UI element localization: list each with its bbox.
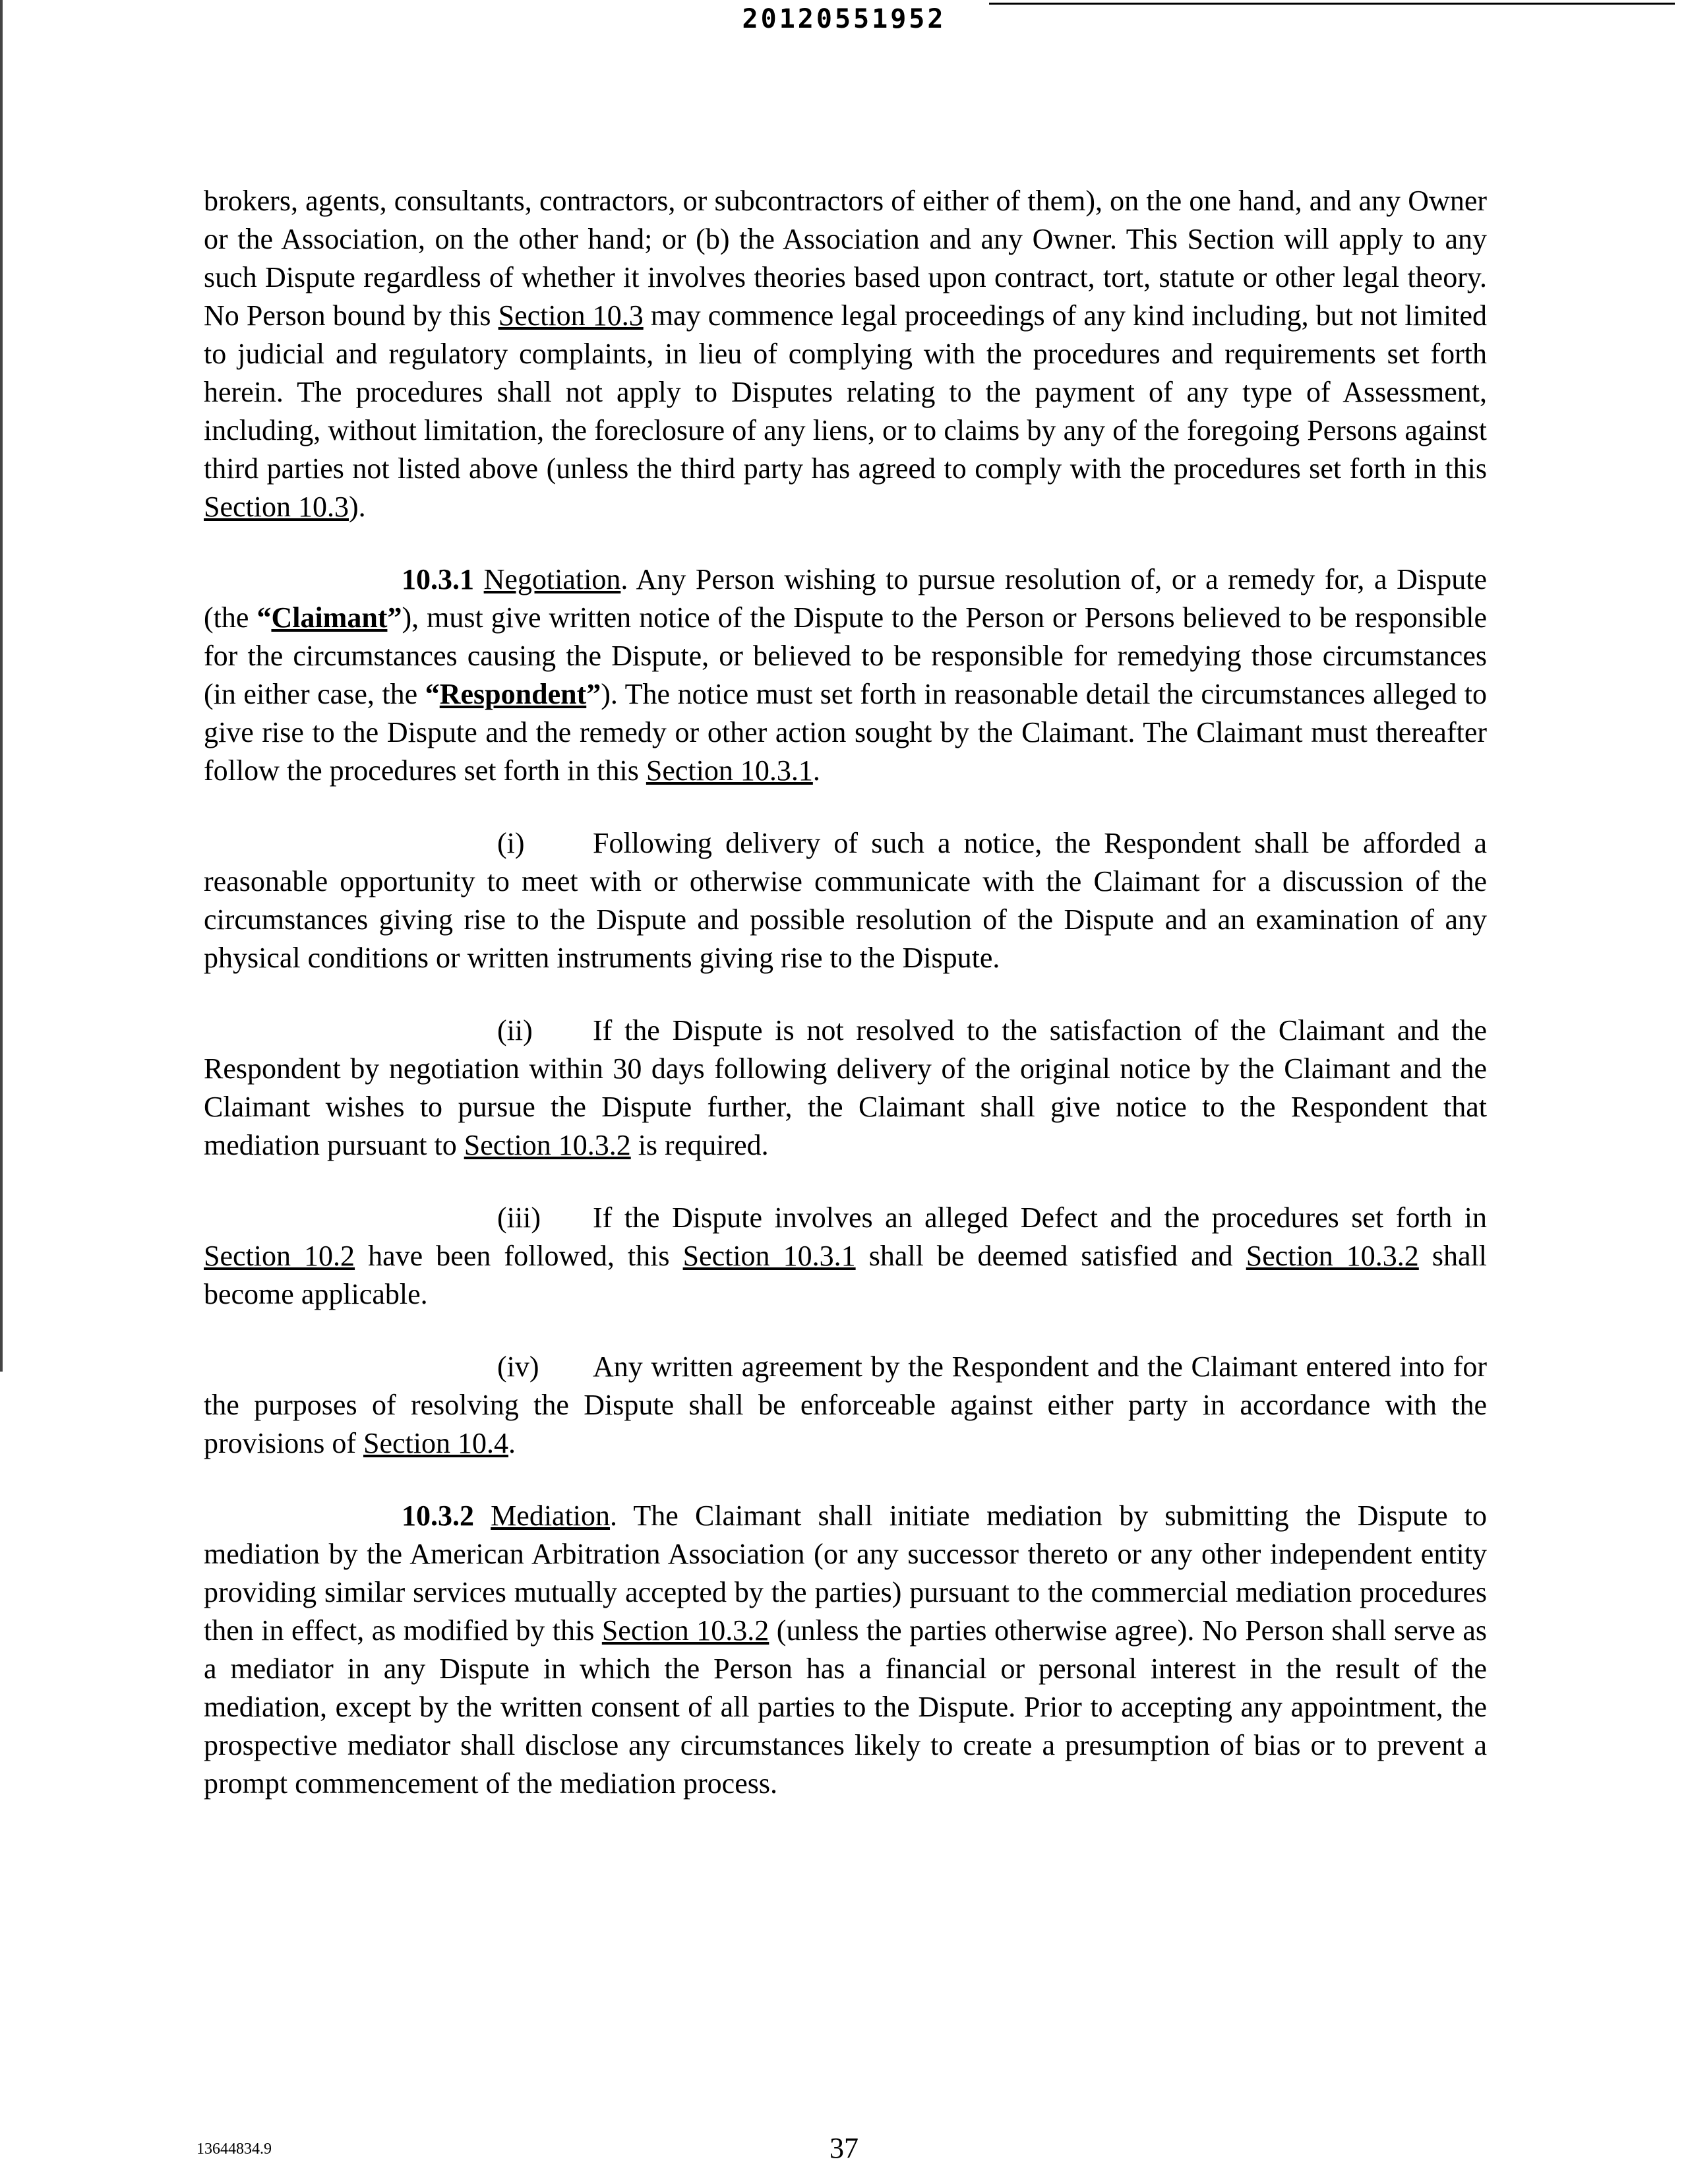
section-reference: Section 10.3.1 [682,1240,856,1272]
text: Following delivery of such a notice, the Respondent shall be afforded a reasonable opportunity to meet with or otherwise communicate with the Claimant for a discussion of the circumstances giving rise to the Dispute and possible resolution of the Dispute and an examination of any physical conditions or written instruments giving rise to the Dispute. [204,827,1487,974]
section-heading: Negotiation [483,563,621,595]
section-number: 10.3.2 [402,1500,474,1532]
paragraph-intro [204,182,1487,526]
section-heading: Mediation [491,1500,611,1532]
section-reference: Section 10.3 [204,491,349,523]
text: Any written agreement by the Respondent and the Claimant entered into for the purposes of resolving the Dispute shall be enforceable against either party in accordance with the provisions of [204,1350,1487,1459]
text: ). The notice must set forth in reasonable detail the circumstances alleged to give rise to the Dispute and the remedy or other action sought by the Claimant. The Claimant must thereafter follow the procedures set forth in this [204,678,1487,787]
subsection-iii [204,1199,1487,1314]
text: If the Dispute involves an alleged Defect and the procedures set forth in [593,1201,1487,1234]
defined-term-text: Claimant [271,601,388,634]
text: shall become applicable. [204,1240,1487,1310]
subsection-ii [204,1012,1487,1165]
item-label: (iv) [497,1350,539,1383]
text: ), must give written notice of the Dispute to the Person or Persons believed to be responsible for the circumstances causing the Dispute, or believed to be responsible for remedying those circumstances (in either case, the [204,601,1488,710]
text: is required. [630,1129,769,1161]
item-label: (i) [497,827,525,859]
defined-term-respondent: “Respondent” [425,678,601,710]
text: . The Claimant shall initiate mediation by submitting the Dispute to mediation by the American Arbitration Association (or any successor thereto or any other independent entity providing similar services mutually accepted by the parties) pursuant to the commercial mediation procedures then in effect, as modified by this [204,1500,1487,1647]
section-reference: Section 10.3 [498,299,644,332]
text: shall be deemed satisfied and [855,1240,1246,1272]
text: If the Dispute is not resolved to the satisfaction of the Claimant and the Respondent by negotiation within 30 days following delivery of the original notice by the Claimant and the Claimant wishes to pursue the Dispute further, the Claimant shall give notice to the Respondent that mediation pursuant to [204,1014,1487,1161]
footer-document-id: 13644834.9 [196,2140,272,2158]
subsection-i [204,824,1487,977]
defined-term-claimant: “Claimant” [256,601,402,634]
subsection-iv [204,1348,1487,1463]
section-10-3-2 [204,1497,1487,1803]
item-label: (ii) [497,1014,533,1046]
item-label: (iii) [497,1201,541,1234]
defined-term-text: Respondent [439,678,587,710]
text: may commence legal proceedings of any kind including, but not limited to judicial and regulatory complaints, in lieu of complying with the procedures and requirements set forth herein. The procedures shall not apply to Disputes relating to the payment of any type of Assessment, including, without limitation, the foreclosure of any liens, or to claims by any of the foregoing Persons against third parties not listed above (unless the third party has agreed to comply with the procedures set forth in this [204,299,1487,485]
section-reference: Section 10.3.1 [646,754,813,787]
page-body [204,182,1487,1803]
section-reference: Section 10.3.2 [464,1129,631,1161]
section-reference: Section 10.3.2 [601,1614,769,1647]
text: brokers, agents, consultants, contractors, or subcontractors of either of them), on the one hand, and any Owner or the Association, on the other hand; or (b) the Association and any Owner. This Section will apply to any such Dispute regardless of whether it involves theories based upon contract, tort, statute or other legal theory. No Person bound by this [204,185,1487,332]
section-reference: Section 10.4 [363,1427,508,1459]
document-recording-number: 20120551952 [742,4,946,34]
section-10-3-1 [204,561,1487,790]
page-number: 37 [829,2132,859,2164]
text: ). [348,491,366,523]
text: have been followed, this [355,1240,683,1272]
section-reference: Section 10.2 [204,1240,355,1272]
text: . [812,754,820,787]
section-reference: Section 10.3.2 [1246,1240,1419,1272]
text: . [508,1427,516,1459]
section-number: 10.3.1 [402,563,474,595]
scan-edge-left [0,0,3,1372]
text: (unless the parties otherwise agree). No Person shall serve as a mediator in any Dispute in which the Person has a financial or personal interest in the result of the mediation, except by the written consent of all parties to the Dispute. Prior to accepting any appointment, the prospective mediator shall disclose any circumstances likely to create a presumption of bias or to prevent a prompt commencement of the mediation process. [204,1614,1488,1800]
text: . Any Person wishing to pursue resolution of, or a remedy for, a Dispute (the [204,563,1488,634]
